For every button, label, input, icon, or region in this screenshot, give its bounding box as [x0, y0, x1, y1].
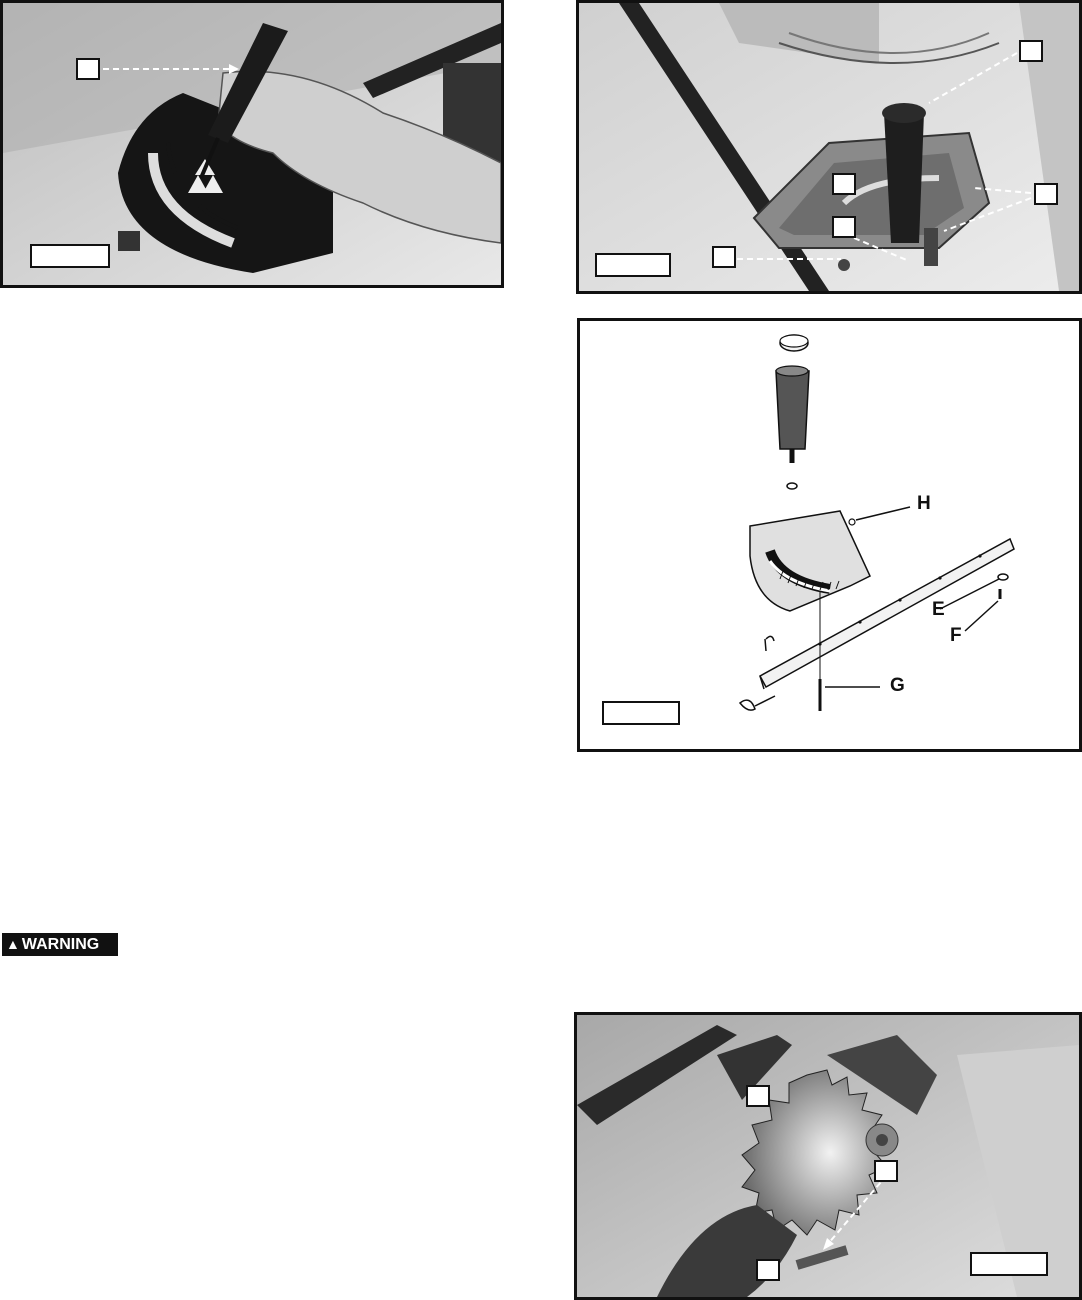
- figure-miter-gauge-exploded-view: [577, 318, 1082, 752]
- figure-miter-gauge-hand-photo: [0, 0, 504, 288]
- callout-box-a: [76, 58, 100, 80]
- warning-label: [2, 933, 118, 956]
- miter-gauge-hand-illustration: [3, 3, 501, 285]
- part-label-e: E: [932, 599, 945, 620]
- callout-box-upper: [832, 173, 856, 195]
- callout-box-lower: [756, 1259, 780, 1281]
- miter-gauge-table-illustration: [579, 3, 1079, 291]
- figure-tag: [595, 253, 671, 277]
- part-label-g: G: [890, 675, 905, 696]
- figure-tag: [970, 1252, 1048, 1276]
- warning-triangle-icon: ▲: [6, 936, 20, 952]
- callout-box-left: [712, 246, 736, 268]
- part-label-f: F: [950, 625, 962, 646]
- callout-box-middle: [874, 1160, 898, 1182]
- callout-box-upper-left: [746, 1085, 770, 1107]
- part-label-h: H: [917, 493, 931, 514]
- exploded-view-illustration: [580, 321, 1079, 749]
- warning-label-text: WARNING: [21, 936, 100, 953]
- callout-box-lower: [832, 216, 856, 238]
- figure-tag: [602, 701, 680, 725]
- figure-tag: [30, 244, 110, 268]
- callout-box-scale: [1034, 183, 1058, 205]
- callout-box-handle: [1019, 40, 1043, 62]
- figure-miter-gauge-table-photo: [576, 0, 1082, 294]
- figure-saw-blade-photo: [574, 1012, 1082, 1300]
